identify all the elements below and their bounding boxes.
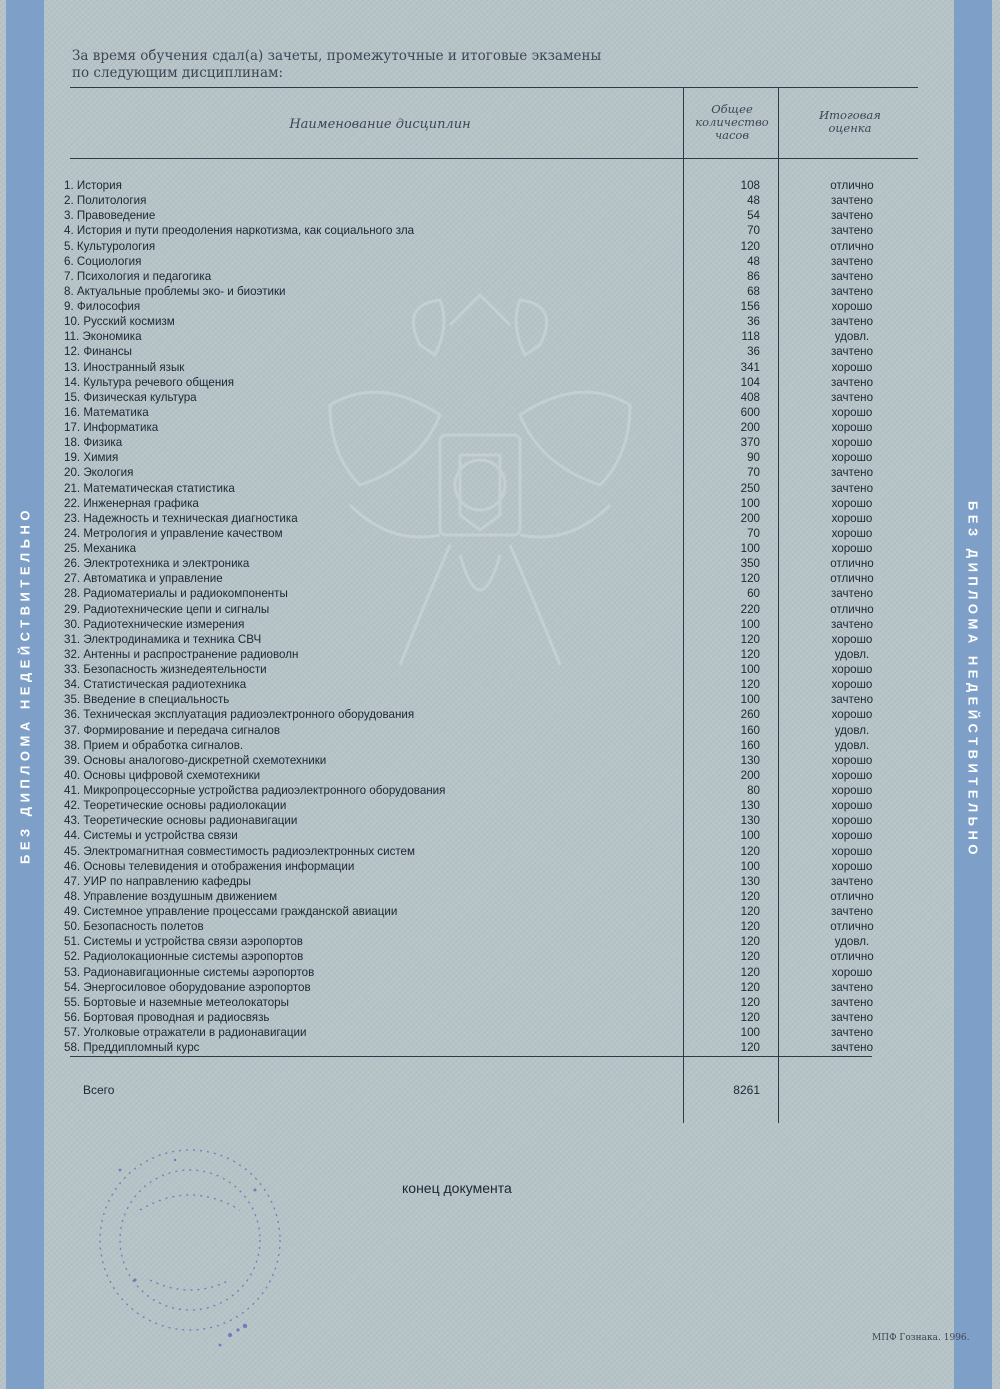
discipline-name: 38. Прием и обработка сигналов. xyxy=(64,738,244,752)
discipline-grade: зачтено xyxy=(830,874,874,888)
left-band-text: БЕЗ ДИПЛОМА НЕДЕЙСТВИТЕЛЬНО xyxy=(17,506,33,864)
table-row xyxy=(0,844,1000,859)
table-row xyxy=(0,314,1000,329)
discipline-grade: удовл. xyxy=(834,738,870,752)
header-grade-line-1: Итоговая xyxy=(819,108,881,122)
discipline-grade: отлично xyxy=(830,179,874,192)
discipline-name: 31. Электродинамика и техника СВЧ xyxy=(64,632,262,646)
discipline-name: 24. Метрология и управление качеством xyxy=(64,526,283,540)
discipline-grade: отлично xyxy=(830,602,874,616)
discipline-hours: 250 xyxy=(740,481,760,495)
discipline-name: 19. Химия xyxy=(64,451,119,465)
discipline-grade: удовл. xyxy=(834,723,870,737)
discipline-grade: хорошо xyxy=(831,708,873,722)
discipline-grade: зачтено xyxy=(830,481,874,495)
discipline-name: 56. Бортовая проводная и радиосвязь xyxy=(64,1010,270,1024)
discipline-hours: 70 xyxy=(747,224,760,238)
discipline-grade: хорошо xyxy=(831,451,873,465)
discipline-grade: зачтено xyxy=(830,315,874,329)
discipline-name: 16. Математика xyxy=(64,405,149,419)
discipline-grade: зачтено xyxy=(830,617,874,631)
discipline-grade: хорошо xyxy=(831,496,873,510)
discipline-hours: 160 xyxy=(740,723,760,737)
discipline-grade: удовл. xyxy=(834,330,870,344)
discipline-hours: 200 xyxy=(740,768,760,782)
table-row xyxy=(0,662,1000,677)
table-row xyxy=(0,284,1000,299)
discipline-name: 14. Культура речевого общения xyxy=(64,375,234,389)
intro-text xyxy=(72,48,632,82)
table-row xyxy=(0,178,1000,193)
discipline-hours: 120 xyxy=(740,844,760,858)
printer-mark: МПФ Гознака. 1996. xyxy=(872,1333,970,1343)
end-of-document-text: конец документа xyxy=(402,1180,512,1196)
discipline-grade: отлично xyxy=(830,572,874,586)
table-row xyxy=(0,692,1000,707)
discipline-name: 6. Социология xyxy=(64,254,142,268)
discipline-name: 51. Системы и устройства связи аэропортов xyxy=(64,935,303,949)
discipline-name: 33. Безопасность жизнедеятельности xyxy=(64,663,267,676)
discipline-hours: 70 xyxy=(747,466,760,480)
table-row xyxy=(0,995,1000,1010)
discipline-hours: 120 xyxy=(740,965,760,979)
table-row xyxy=(0,254,1000,269)
discipline-hours: 130 xyxy=(740,799,760,813)
table-row xyxy=(0,949,1000,964)
table-row xyxy=(0,602,1000,617)
table-row xyxy=(0,874,1000,889)
discipline-grade: удовл. xyxy=(834,647,870,661)
table-row xyxy=(0,980,1000,995)
discipline-hours: 120 xyxy=(740,1010,760,1024)
discipline-name: 12. Финансы xyxy=(64,345,133,359)
discipline-grade: зачтено xyxy=(830,1041,874,1055)
discipline-hours: 90 xyxy=(747,451,760,465)
discipline-name: 34. Статистическая радиотехника xyxy=(64,678,247,692)
discipline-grade: зачтено xyxy=(830,390,874,404)
discipline-grade: хорошо xyxy=(831,663,873,676)
discipline-hours: 100 xyxy=(740,542,760,555)
discipline-grade: зачтено xyxy=(830,980,874,994)
discipline-grade: зачтено xyxy=(830,269,874,283)
discipline-grade: хорошо xyxy=(831,768,873,782)
discipline-grade: отлично xyxy=(830,950,874,964)
discipline-hours: 130 xyxy=(740,814,760,828)
discipline-name: 41. Микропроцессорные устройства радиоэлектронного оборудования xyxy=(64,784,446,797)
discipline-hours: 200 xyxy=(740,421,760,434)
discipline-name: 52. Радиолокационные системы аэропортов xyxy=(64,950,304,964)
discipline-hours: 120 xyxy=(740,980,760,994)
discipline-hours: 120 xyxy=(740,647,760,661)
table-row xyxy=(0,934,1000,949)
table-row xyxy=(0,783,1000,798)
right-band-text: БЕЗ ДИПЛОМА НЕДЕЙСТВИТЕЛЬНО xyxy=(965,501,981,859)
discipline-name: 35. Введение в специальность xyxy=(64,693,230,707)
discipline-name: 22. Инженерная графика xyxy=(64,496,199,510)
table-row xyxy=(0,541,1000,556)
table-row xyxy=(0,798,1000,813)
table-row xyxy=(0,360,1000,375)
discipline-name: 17. Информатика xyxy=(64,421,159,434)
discipline-grade: зачтено xyxy=(830,905,874,918)
table-row xyxy=(0,859,1000,874)
table-row xyxy=(0,223,1000,238)
total-hours-value: 8261 xyxy=(733,1083,760,1097)
table-row xyxy=(0,738,1000,753)
discipline-grade: хорошо xyxy=(831,542,873,555)
discipline-name: 29. Радиотехнические цепи и сигналы xyxy=(64,602,270,616)
discipline-hours: 120 xyxy=(740,572,760,586)
table-row xyxy=(0,1010,1000,1025)
table-row xyxy=(0,193,1000,208)
discipline-name: 57. Уголковые отражатели в радионавигации xyxy=(64,1026,307,1039)
discipline-name: 42. Теоретические основы радиолокации xyxy=(64,799,287,813)
discipline-name: 2. Политология xyxy=(64,194,147,208)
table-row xyxy=(0,526,1000,541)
discipline-grade: зачтено xyxy=(830,194,874,208)
table-row xyxy=(0,677,1000,692)
discipline-name: 32. Антенны и распространение радиоволн xyxy=(64,647,299,661)
table-row xyxy=(0,828,1000,843)
discipline-grade: хорошо xyxy=(831,632,873,646)
discipline-name: 47. УИР по направлению кафедры xyxy=(64,874,251,888)
discipline-name: 7. Психология и педагогика xyxy=(64,269,212,283)
discipline-grade: хорошо xyxy=(831,829,873,843)
discipline-name: 23. Надежность и техническая диагностика xyxy=(64,511,298,525)
discipline-name: 27. Автоматика и управление xyxy=(64,572,223,586)
discipline-hours: 120 xyxy=(740,950,760,964)
discipline-name: 21. Математическая статистика xyxy=(64,481,235,495)
discipline-name: 18. Физика xyxy=(64,436,123,450)
table-row xyxy=(0,511,1000,526)
discipline-hours: 36 xyxy=(747,315,760,329)
discipline-hours: 104 xyxy=(740,375,760,389)
discipline-hours: 36 xyxy=(747,345,760,359)
discipline-name: 45. Электромагнитная совместимость радиоэлектронных систем xyxy=(64,844,415,858)
discipline-hours: 260 xyxy=(740,708,760,722)
discipline-grade: отлично xyxy=(830,920,874,934)
table-row xyxy=(0,329,1000,344)
table-row xyxy=(0,420,1000,435)
header-hours-line-1: Общее xyxy=(711,102,753,116)
table-row xyxy=(0,965,1000,980)
discipline-hours: 100 xyxy=(740,663,760,676)
discipline-hours: 100 xyxy=(740,693,760,707)
discipline-grade: зачтено xyxy=(830,345,874,359)
discipline-name: 36. Техническая эксплуатация радиоэлектронного оборудования xyxy=(64,708,415,722)
discipline-hours: 68 xyxy=(747,284,760,298)
discipline-grade: хорошо xyxy=(831,300,873,313)
discipline-grade: зачтено xyxy=(830,254,874,268)
table-row xyxy=(0,239,1000,254)
table-row xyxy=(0,919,1000,934)
table-row xyxy=(0,647,1000,662)
discipline-hours: 48 xyxy=(747,194,760,208)
discipline-name: 54. Энергосиловое оборудование аэропортов xyxy=(64,980,311,994)
discipline-hours: 48 xyxy=(747,254,760,268)
table-row xyxy=(0,1025,1000,1040)
discipline-hours: 60 xyxy=(747,587,760,601)
header-hours-line-2: количество xyxy=(695,115,769,129)
discipline-name: 28. Радиоматериалы и радиокомпоненты xyxy=(64,587,288,601)
discipline-name: 44. Системы и устройства связи xyxy=(64,829,238,843)
header-hours xyxy=(686,103,778,142)
discipline-name: 8. Актуальные проблемы эко- и биоэтики xyxy=(64,284,286,298)
table-row xyxy=(0,496,1000,511)
discipline-hours: 120 xyxy=(740,678,760,692)
discipline-grade: зачтено xyxy=(830,1010,874,1024)
discipline-name: 25. Механика xyxy=(64,542,137,555)
discipline-grade: хорошо xyxy=(831,753,873,767)
discipline-grade: зачтено xyxy=(830,693,874,707)
discipline-name: 1. История xyxy=(64,179,122,192)
discipline-hours: 100 xyxy=(740,829,760,843)
table-row xyxy=(0,269,1000,284)
intro-line-1: За время обучения сдал(а) зачеты, промежуточные и итоговые экзамены xyxy=(72,48,602,64)
discipline-hours: 341 xyxy=(740,360,760,374)
table-row xyxy=(0,1040,1000,1055)
discipline-name: 43. Теоретические основы радионавигации xyxy=(64,814,298,828)
discipline-name: 30. Радиотехнические измерения xyxy=(64,617,245,631)
discipline-name: 4. История и пути преодоления наркотизма, как социального зла xyxy=(64,224,415,238)
header-grade-line-2: оценка xyxy=(828,121,872,135)
discipline-hours: 220 xyxy=(740,602,760,616)
faded-round-stamp-icon xyxy=(80,1130,300,1360)
discipline-grade: отлично xyxy=(830,889,874,903)
total-label: Всего xyxy=(83,1083,115,1097)
discipline-hours: 100 xyxy=(740,859,760,873)
discipline-grade: хорошо xyxy=(831,511,873,525)
discipline-hours: 120 xyxy=(740,889,760,903)
discipline-name: 26. Электротехника и электроника xyxy=(64,557,250,571)
discipline-name: 40. Основы цифровой схемотехники xyxy=(64,768,261,782)
discipline-grade: хорошо xyxy=(831,405,873,419)
discipline-name: 15. Физическая культура xyxy=(64,390,197,404)
table-row xyxy=(0,586,1000,601)
discipline-hours: 130 xyxy=(740,874,760,888)
discipline-grade: хорошо xyxy=(831,421,873,434)
disciplines-table-body xyxy=(0,178,1000,1055)
discipline-grade: зачтено xyxy=(830,466,874,480)
table-row xyxy=(0,707,1000,722)
discipline-grade: зачтено xyxy=(830,1026,874,1039)
discipline-grade: хорошо xyxy=(831,360,873,374)
discipline-hours: 120 xyxy=(740,920,760,934)
discipline-name: 37. Формирование и передача сигналов xyxy=(64,723,281,737)
discipline-grade: удовл. xyxy=(834,935,870,949)
discipline-hours: 370 xyxy=(740,436,760,450)
discipline-hours: 118 xyxy=(741,330,760,344)
table-row xyxy=(0,632,1000,647)
discipline-hours: 160 xyxy=(740,738,760,752)
discipline-name: 53. Радионавигационные системы аэропортов xyxy=(64,965,315,979)
discipline-hours: 86 xyxy=(747,269,760,283)
discipline-hours: 120 xyxy=(740,935,760,949)
table-row xyxy=(0,450,1000,465)
discipline-grade: хорошо xyxy=(831,965,873,979)
discipline-name: 11. Экономика xyxy=(64,330,142,344)
discipline-hours: 200 xyxy=(740,511,760,525)
discipline-name: 49. Системное управление процессами гражданской авиации xyxy=(64,905,398,918)
discipline-hours: 350 xyxy=(740,557,760,571)
header-grade xyxy=(790,109,910,135)
discipline-grade: хорошо xyxy=(831,799,873,813)
discipline-grade: хорошо xyxy=(831,678,873,692)
discipline-name: 58. Преддипломный курс xyxy=(64,1041,200,1055)
discipline-name: 5. Культурология xyxy=(64,239,156,253)
discipline-grade: зачтено xyxy=(830,224,874,238)
discipline-grade: зачтено xyxy=(830,209,874,223)
table-row xyxy=(0,617,1000,632)
discipline-hours: 120 xyxy=(740,905,760,918)
discipline-hours: 120 xyxy=(740,995,760,1009)
header-discipline-name: Наименование дисциплин xyxy=(289,117,471,132)
discipline-name: 50. Безопасность полетов xyxy=(64,920,204,934)
table-row xyxy=(0,571,1000,586)
discipline-hours: 100 xyxy=(740,1026,760,1039)
discipline-hours: 70 xyxy=(747,526,760,540)
discipline-name: 39. Основы аналогово-дискретной схемотехники xyxy=(64,753,327,767)
discipline-grade: хорошо xyxy=(831,784,873,797)
discipline-hours: 120 xyxy=(740,1041,760,1055)
discipline-grade: хорошо xyxy=(831,844,873,858)
table-row xyxy=(0,208,1000,223)
table-row xyxy=(0,723,1000,738)
table-row xyxy=(0,813,1000,828)
table-row xyxy=(0,390,1000,405)
discipline-grade: хорошо xyxy=(831,859,873,873)
table-row xyxy=(0,435,1000,450)
table-row xyxy=(0,344,1000,359)
table-row xyxy=(0,753,1000,768)
discipline-grade: зачтено xyxy=(830,375,874,389)
discipline-hours: 130 xyxy=(740,753,760,767)
discipline-grade: отлично xyxy=(830,557,874,571)
discipline-hours: 408 xyxy=(740,390,760,404)
discipline-hours: 80 xyxy=(747,784,760,797)
discipline-name: 20. Экология xyxy=(64,466,134,480)
discipline-name: 9. Философия xyxy=(64,300,141,313)
discipline-grade: хорошо xyxy=(831,436,873,450)
discipline-grade: зачтено xyxy=(830,995,874,1009)
table-row xyxy=(0,299,1000,314)
table-row xyxy=(0,556,1000,571)
discipline-hours: 600 xyxy=(740,405,760,419)
discipline-grade: зачтено xyxy=(830,284,874,298)
discipline-hours: 120 xyxy=(740,239,760,253)
intro-line-2: по следующим дисциплинам: xyxy=(72,65,284,81)
discipline-name: 48. Управление воздушным движением xyxy=(64,889,278,903)
table-header-rule xyxy=(70,158,918,159)
header-hours-line-3: часов xyxy=(714,128,750,142)
discipline-hours: 100 xyxy=(740,496,760,510)
discipline-grade: хорошо xyxy=(831,814,873,828)
discipline-hours: 108 xyxy=(740,179,760,192)
table-top-rule xyxy=(70,87,918,88)
discipline-hours: 156 xyxy=(740,300,760,313)
discipline-grade: отлично xyxy=(830,239,874,253)
table-row xyxy=(0,889,1000,904)
discipline-hours: 54 xyxy=(747,209,760,223)
discipline-grade: зачтено xyxy=(830,587,874,601)
discipline-name: 10. Русский космизм xyxy=(64,315,175,329)
discipline-hours: 120 xyxy=(740,632,760,646)
discipline-grade: хорошо xyxy=(831,526,873,540)
table-row xyxy=(0,768,1000,783)
table-row xyxy=(0,375,1000,390)
discipline-hours: 100 xyxy=(740,617,760,631)
table-row xyxy=(0,465,1000,480)
discipline-name: 3. Правоведение xyxy=(64,209,156,223)
discipline-name: 46. Основы телевидения и отображения информации xyxy=(64,859,355,873)
table-row xyxy=(0,481,1000,496)
table-bottom-rule xyxy=(70,1056,872,1057)
table-row xyxy=(0,405,1000,420)
discipline-name: 13. Иностранный язык xyxy=(64,360,185,374)
table-row xyxy=(0,904,1000,919)
discipline-name: 55. Бортовые и наземные метеолокаторы xyxy=(64,995,289,1009)
